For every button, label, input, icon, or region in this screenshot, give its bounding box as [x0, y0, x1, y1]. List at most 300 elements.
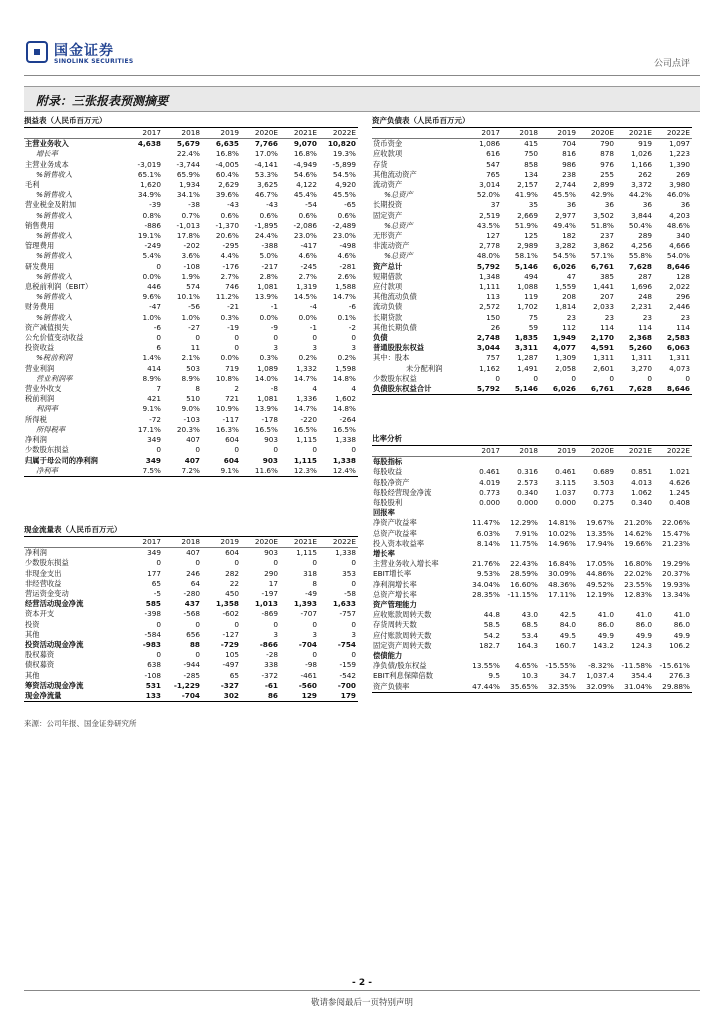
value-cell: 0.2% — [298, 353, 317, 363]
table-row — [24, 415, 358, 425]
value-cell: 4,122 — [296, 180, 317, 190]
value-cell: 4.6% — [337, 251, 356, 261]
row-label: 投入资本收益率 — [373, 538, 425, 548]
value-cell — [502, 600, 540, 610]
value-cell: 133 — [124, 691, 163, 702]
value-cell: 604 — [225, 435, 239, 445]
value-cell: -602 — [222, 609, 239, 619]
value-cell: -108 — [144, 670, 161, 680]
table-header-row — [372, 128, 692, 139]
value-cell: -27 — [188, 322, 200, 332]
table-row — [372, 302, 692, 312]
value-cell: 0 — [273, 333, 278, 343]
value-cell: 0 — [351, 333, 356, 343]
value-cell: 858 — [524, 159, 538, 169]
value-cell: 1,097 — [669, 139, 690, 149]
value-cell: 0.461 — [479, 467, 500, 477]
value-cell: 9.6% — [142, 292, 161, 302]
value-cell: 36 — [642, 200, 652, 210]
value-cell: 14.7% — [332, 292, 356, 302]
value-cell — [502, 549, 540, 559]
table-row — [372, 374, 692, 384]
value-cell: 41.0 — [673, 610, 690, 620]
value-cell: 23 — [642, 312, 652, 322]
value-cell: 182 — [562, 231, 576, 241]
table-row — [24, 394, 358, 404]
year-header: 2019 — [202, 128, 241, 139]
value-cell: 0.8% — [142, 210, 161, 220]
value-cell — [464, 457, 502, 468]
row-label: 增长率 — [373, 549, 395, 559]
value-cell: 1,115 — [293, 455, 317, 465]
value-cell: 119 — [524, 292, 538, 302]
value-cell: 23.0% — [293, 231, 317, 241]
value-cell: 0 — [234, 333, 239, 343]
value-cell: 17.94% — [586, 538, 614, 548]
value-cell: 338 — [264, 660, 278, 670]
row-label: 每股净资产 — [373, 477, 410, 487]
value-cell: 1,814 — [555, 302, 576, 312]
value-cell: 14.7% — [293, 404, 317, 414]
value-cell: 3,502 — [593, 210, 614, 220]
value-cell: 16.3% — [215, 424, 239, 434]
row-label: 资本开支 — [25, 609, 55, 619]
table-row — [24, 589, 358, 599]
value-cell: 0 — [156, 261, 161, 271]
table-row — [372, 590, 692, 600]
income-statement-title: 损益表（人民币百万元） — [24, 116, 358, 128]
value-cell: -49 — [305, 589, 317, 599]
value-cell: -2,489 — [332, 220, 356, 230]
value-cell: 6,026 — [552, 261, 576, 271]
value-cell — [616, 457, 654, 468]
value-cell: 7.2% — [163, 466, 202, 477]
document-type: 公司点评 — [653, 59, 690, 69]
value-cell: 16.5% — [254, 424, 278, 434]
table-row — [24, 282, 358, 292]
value-cell: 43.0 — [521, 610, 538, 620]
table-row — [24, 292, 358, 302]
value-cell: 50.4% — [628, 220, 652, 230]
value-cell: 3,625 — [257, 180, 278, 190]
value-cell: 2,744 — [555, 180, 576, 190]
value-cell: 34.04% — [472, 579, 500, 589]
value-cell: 0 — [156, 445, 161, 455]
value-cell: 2.7% — [220, 271, 239, 281]
table-row — [24, 190, 358, 200]
row-label: 营业外收支 — [25, 384, 62, 394]
value-cell: 1,441 — [593, 282, 614, 292]
value-cell: 1,081 — [257, 394, 278, 404]
row-label: 非现金支出 — [25, 568, 62, 578]
row-label: 主营业务收入 — [25, 139, 69, 149]
value-cell: 616 — [486, 149, 500, 159]
row-label: 其他长期负债 — [373, 322, 417, 332]
value-cell: 0 — [195, 333, 200, 343]
value-cell: -98 — [305, 660, 317, 670]
value-cell — [578, 600, 616, 610]
value-cell: -983 — [142, 640, 161, 650]
value-cell: 59 — [528, 322, 538, 332]
value-cell: 1.9% — [181, 271, 200, 281]
value-cell: 1,162 — [479, 363, 500, 373]
value-cell — [464, 600, 502, 610]
value-cell: -4 — [309, 302, 317, 312]
value-cell: 54.6% — [293, 169, 317, 179]
value-cell: 29.88% — [654, 682, 692, 693]
table-row — [372, 313, 692, 323]
row-label: 净利率 — [24, 466, 124, 477]
table-row — [24, 640, 358, 650]
value-cell: -757 — [339, 609, 356, 619]
year-header: 2021E — [280, 537, 319, 548]
row-label: %总资产 — [384, 220, 413, 230]
table-row — [24, 272, 358, 282]
value-cell: 2,748 — [476, 333, 500, 343]
row-label: 其中：股本 — [373, 353, 410, 363]
value-cell: -886 — [144, 220, 161, 230]
table-row — [372, 600, 692, 610]
table-row — [24, 579, 358, 589]
row-label: 固定资产 — [373, 210, 403, 220]
row-label: 非经营收益 — [25, 578, 62, 588]
row-label: %总资产 — [384, 251, 413, 261]
table-row — [372, 529, 692, 539]
value-cell: 49.52% — [586, 579, 614, 589]
value-cell: 53.4 — [521, 630, 538, 640]
table-row — [372, 200, 692, 210]
value-cell: -217 — [261, 261, 278, 271]
value-cell: -15.61% — [659, 661, 690, 671]
table-row — [24, 548, 358, 559]
value-cell: 976 — [600, 159, 614, 169]
header-cell-blank — [24, 537, 124, 548]
value-cell: 878 — [600, 149, 614, 159]
table-row — [372, 170, 692, 180]
year-header: 2017 — [464, 446, 502, 457]
value-cell: 22.43% — [510, 559, 538, 569]
value-cell: 0 — [273, 619, 278, 629]
value-cell: 5.0% — [259, 251, 278, 261]
value-cell: -1,895 — [254, 220, 278, 230]
table-row — [372, 353, 692, 363]
value-cell: 1,311 — [631, 353, 652, 363]
value-cell: 3 — [273, 343, 278, 353]
value-cell: 0 — [351, 558, 356, 568]
value-cell: -47 — [149, 302, 161, 312]
value-cell: 407 — [186, 548, 200, 558]
value-cell: -117 — [222, 414, 239, 424]
value-cell: 114 — [676, 322, 690, 332]
value-cell: -280 — [183, 589, 200, 599]
value-cell: 47 — [566, 271, 576, 281]
value-cell: 51.9% — [514, 220, 538, 230]
value-cell: 0.0% — [220, 353, 239, 363]
year-header: 2018 — [502, 128, 540, 139]
row-label: 财务费用 — [25, 302, 55, 312]
row-label: 债权募资 — [25, 660, 55, 670]
value-cell: 23 — [680, 312, 690, 322]
value-cell: 53.3% — [254, 169, 278, 179]
value-cell: 0.851 — [631, 467, 652, 477]
row-label: 投资活动现金净流 — [25, 640, 84, 650]
value-cell: -869 — [261, 609, 278, 619]
row-label: 少数股东权益 — [373, 373, 417, 383]
row-label: 股权募资 — [25, 650, 55, 660]
value-cell: 3,844 — [631, 210, 652, 220]
value-cell: 9.0% — [181, 404, 200, 414]
value-cell: -866 — [259, 640, 278, 650]
value-cell: 12.83% — [624, 589, 652, 599]
table-row — [24, 404, 358, 414]
value-cell: 1,934 — [179, 180, 200, 190]
value-cell: 0 — [312, 445, 317, 455]
table-row — [24, 221, 358, 231]
table-row — [24, 445, 358, 455]
value-cell: 0.0% — [298, 312, 317, 322]
value-cell: -4,005 — [215, 159, 239, 169]
footer-disclaimer: 敬请参阅最后一页特别声明 — [310, 998, 413, 1008]
balance-sheet-panel — [372, 116, 692, 395]
value-cell: 349 — [147, 435, 161, 445]
value-cell: 269 — [676, 169, 690, 179]
value-cell: 11.75% — [510, 538, 538, 548]
value-cell: 3,311 — [514, 343, 538, 353]
value-cell: -178 — [261, 414, 278, 424]
value-cell: 0.461 — [555, 467, 576, 477]
row-label: 货币资金 — [373, 139, 403, 149]
value-cell: 604 — [223, 455, 239, 465]
value-cell: 10,820 — [327, 139, 356, 149]
value-cell: -497 — [222, 660, 239, 670]
value-cell: 421 — [147, 394, 161, 404]
value-cell: -944 — [183, 660, 200, 670]
value-cell: -54 — [305, 200, 317, 210]
table-row — [24, 160, 358, 170]
value-cell — [616, 549, 654, 559]
value-cell: 8,646 — [654, 384, 692, 395]
year-header: 2018 — [502, 446, 540, 457]
row-label: EBIT利息保障倍数 — [373, 671, 434, 681]
value-cell: 41.0 — [597, 610, 614, 620]
value-cell — [578, 651, 616, 661]
table-row — [24, 660, 358, 670]
value-cell: 48.0% — [476, 251, 500, 261]
value-cell: 150 — [486, 312, 500, 322]
year-header: 2021E — [616, 446, 654, 457]
row-label: 流动资产 — [373, 180, 403, 190]
value-cell: 14.0% — [254, 373, 278, 383]
value-cell: 2.8% — [259, 271, 278, 281]
value-cell: -3,744 — [176, 159, 200, 169]
value-cell: 1.021 — [669, 467, 690, 477]
value-cell: 10.8% — [215, 373, 239, 383]
row-label: 经营活动现金净流 — [25, 599, 84, 609]
row-label: 应付款项 — [373, 282, 403, 292]
table-row — [24, 558, 358, 568]
value-cell: -1,229 — [173, 680, 200, 690]
value-cell: 414 — [147, 363, 161, 373]
value-cell: 1,598 — [335, 363, 356, 373]
value-cell — [540, 508, 578, 518]
row-label: 主营业务收入增长率 — [373, 559, 439, 569]
value-cell: 20.37% — [662, 569, 690, 579]
table-header-row — [24, 537, 358, 548]
table-row — [24, 231, 358, 241]
value-cell: 0 — [273, 558, 278, 568]
value-cell: 4.4% — [220, 251, 239, 261]
table-row — [24, 251, 358, 261]
table-row — [24, 599, 358, 609]
value-cell: -281 — [339, 261, 356, 271]
value-cell: -245 — [300, 261, 317, 271]
value-cell: 0 — [156, 333, 161, 343]
row-label: %销售收入 — [36, 292, 73, 302]
value-cell: 17 — [268, 578, 278, 588]
table-row — [372, 262, 692, 272]
value-cell: 36 — [566, 200, 576, 210]
value-cell: 746 — [225, 282, 239, 292]
value-cell: 1,311 — [593, 353, 614, 363]
value-cell: 282 — [225, 568, 239, 578]
value-cell: 17.8% — [176, 231, 200, 241]
value-cell: 19.66% — [624, 538, 652, 548]
value-cell: 0 — [533, 373, 538, 383]
table-row — [372, 508, 692, 518]
value-cell: 0 — [195, 445, 200, 455]
year-header: 2022E — [319, 128, 358, 139]
table-row — [372, 333, 692, 343]
company-name-cn: 国金证券 — [54, 43, 114, 59]
row-label: 营运资金变动 — [25, 589, 69, 599]
value-cell: 49.9 — [597, 630, 614, 640]
value-cell: 0.7% — [181, 210, 200, 220]
value-cell: 179 — [319, 691, 358, 702]
value-cell: 2,572 — [479, 302, 500, 312]
value-cell: 32.35% — [540, 682, 578, 693]
value-cell: 1,588 — [335, 282, 356, 292]
value-cell: 112 — [562, 322, 576, 332]
value-cell: 0 — [609, 373, 614, 383]
value-cell: -707 — [300, 609, 317, 619]
row-label: 营业税金及附加 — [25, 200, 77, 210]
value-cell: 16.5% — [293, 424, 317, 434]
value-cell: 6.03% — [476, 528, 500, 538]
value-cell: 4.6% — [298, 251, 317, 261]
value-cell: 22.06% — [662, 518, 690, 528]
value-cell: 1,026 — [631, 149, 652, 159]
value-cell: 0 — [495, 373, 500, 383]
cashflow-statement-title: 现金流量表（人民币百万元） — [24, 525, 358, 537]
value-cell: 34.7 — [559, 671, 576, 681]
value-cell: -285 — [183, 670, 200, 680]
value-cell: 164.3 — [517, 640, 538, 650]
value-cell: 1,696 — [631, 282, 652, 292]
value-cell — [616, 508, 654, 518]
value-cell: 289 — [638, 231, 652, 241]
value-cell — [502, 508, 540, 518]
row-label: 现金净流量 — [24, 691, 124, 702]
value-cell: 5,146 — [514, 261, 538, 271]
table-row — [24, 364, 358, 374]
value-cell: -249 — [144, 241, 161, 251]
value-cell: 6,761 — [578, 384, 616, 395]
value-cell: 1,949 — [552, 333, 576, 343]
value-cell: 134 — [524, 169, 538, 179]
row-label: 主营业务成本 — [25, 159, 69, 169]
value-cell: 55.8% — [628, 251, 652, 261]
value-cell: 39.6% — [215, 190, 239, 200]
value-cell: -15.55% — [545, 661, 576, 671]
row-label: 存货周转天数 — [373, 620, 417, 630]
value-cell: -43 — [227, 200, 239, 210]
value-cell — [616, 651, 654, 661]
value-cell: -295 — [222, 241, 239, 251]
value-cell: 207 — [600, 292, 614, 302]
table-row — [372, 651, 692, 661]
row-label: 净利润 — [25, 548, 47, 558]
row-label: %销售收入 — [36, 251, 73, 261]
value-cell: 37 — [490, 200, 500, 210]
row-label: 归属于母公司的净利润 — [25, 455, 98, 465]
value-cell: 2.6% — [337, 271, 356, 281]
value-cell: 3 — [312, 343, 317, 353]
value-cell: 407 — [186, 435, 200, 445]
value-cell: 49.5 — [559, 630, 576, 640]
year-header: 2022E — [654, 446, 692, 457]
year-header: 2019 — [540, 446, 578, 457]
value-cell: 2,778 — [479, 241, 500, 251]
value-cell: 349 — [147, 548, 161, 558]
row-label: 所得税 — [25, 414, 47, 424]
row-label: 少数股东损益 — [25, 445, 69, 455]
row-label: 长期贷款 — [373, 312, 403, 322]
value-cell: 14.7% — [293, 373, 317, 383]
value-cell: 6,026 — [540, 384, 578, 395]
table-row — [372, 671, 692, 681]
table-row — [372, 190, 692, 200]
value-cell: -61 — [264, 680, 278, 690]
row-label: 非流动资产 — [373, 241, 410, 251]
value-cell: 16.8% — [293, 149, 317, 159]
table-row — [372, 231, 692, 241]
value-cell: 0 — [195, 619, 200, 629]
value-cell: 1,332 — [296, 363, 317, 373]
row-label: EBIT增长率 — [373, 569, 412, 579]
row-label: 公允价值变动收益 — [25, 333, 84, 343]
value-cell — [616, 600, 654, 610]
ratio-analysis-table — [372, 446, 692, 693]
value-cell: 16.84% — [548, 559, 576, 569]
row-label: 净资产收益率 — [373, 518, 417, 528]
value-cell: 10.1% — [176, 292, 200, 302]
value-cell: 24.4% — [254, 231, 278, 241]
row-label: 资产负债率 — [372, 682, 464, 693]
source-note: 来源：公司年报、国金证券研究所 — [24, 719, 137, 728]
table-row — [372, 139, 692, 150]
value-cell: -9 — [270, 322, 278, 332]
value-cell: 11.6% — [241, 466, 280, 477]
value-cell: 65 — [229, 670, 239, 680]
value-cell: -498 — [339, 241, 356, 251]
table-row — [372, 631, 692, 641]
value-cell: 1.4% — [142, 353, 161, 363]
value-cell: 3 — [351, 629, 356, 639]
value-cell: 17.0% — [254, 149, 278, 159]
value-cell: 3.503 — [593, 477, 614, 487]
row-label: %销售收入 — [36, 231, 73, 241]
value-cell: 0.773 — [479, 487, 500, 497]
